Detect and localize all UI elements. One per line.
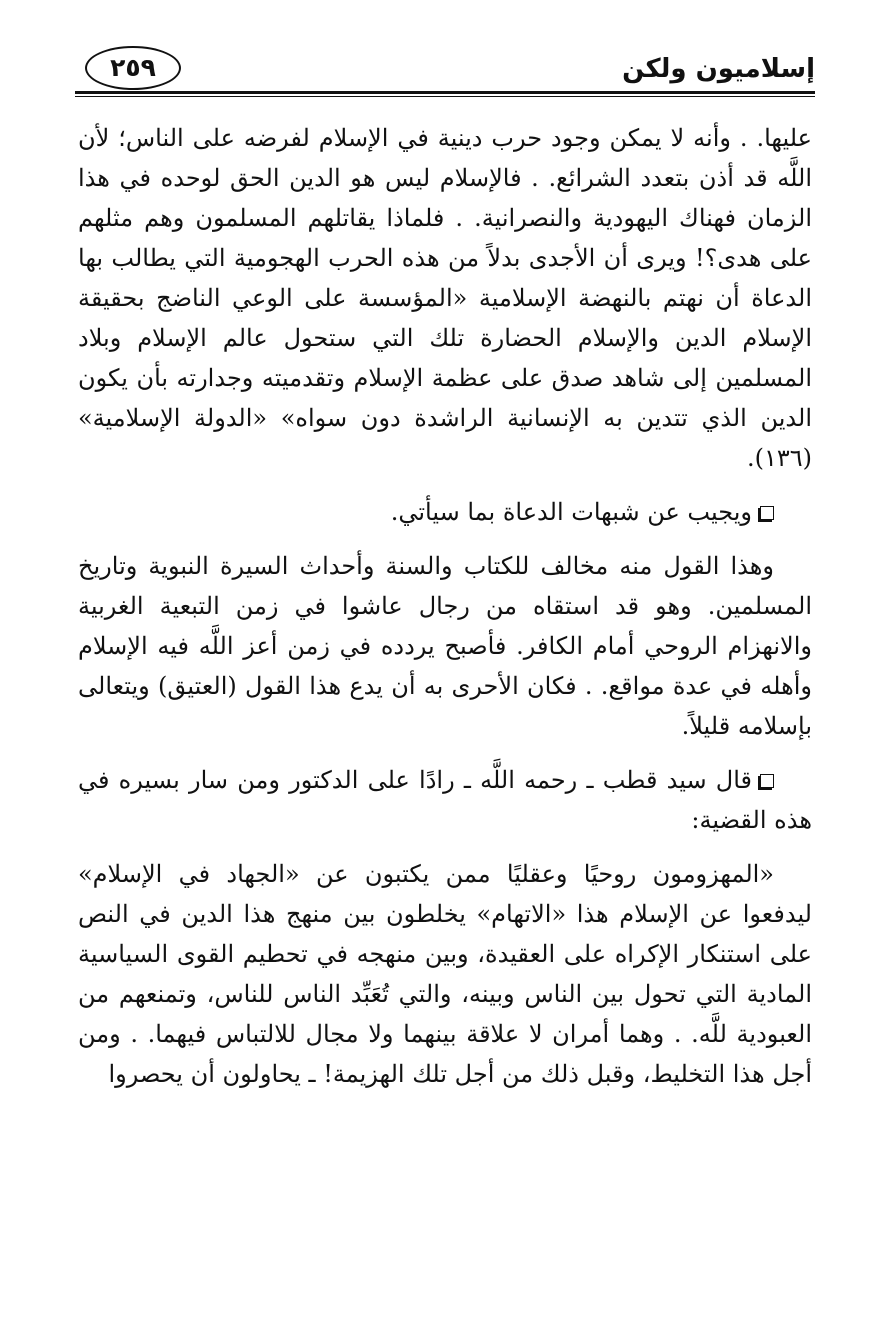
paragraph-4-text: قال سيد قطب ـ رحمه اللَّه ـ رادًا على الدكتور ومن سار بسيره في هذه القضية: (78, 766, 812, 834)
paragraph-5 (78, 854, 812, 1094)
page-header (75, 38, 815, 98)
paragraph-2-text: ويجيب عن شبهات الدعاة بما سيأتي. (390, 498, 752, 526)
header-rule (75, 91, 815, 94)
header-rule-thin (75, 96, 815, 97)
paragraph-1-text: عليها. . وأنه لا يمكن وجود حرب دينية في الإسلام لفرضه على الناس؛ لأن اللَّه قد أذن بتعدد الشرائع. . فالإسلام ليس هو الدين الحق لوحده في هذا الزمان فهناك اليهودية والنصرانية. . فلماذا يقاتلهم المسلمون وهم مثلهم على هدى؟! ويرى أن الأجدى بدلاً من هذه الحرب الهجومية التي يطالب بها الدعاة أن نهتم بالنهضة الإسلامية «المؤسسة على الوعي الناضج بحقيقة الإسلام الدين والإسلام الحضارة تلك التي ستحول عالم الإسلام وبلاد المسلمين إلى شاهد صدق على عظمة الإسلام وتقدميته وجدارته بأن يكون الدين الذي تتدين به الإنسانية الراشدة دون سواه» «الدولة الإسلامية» (١٣٦). (78, 124, 812, 472)
paragraph-3-text: وهذا القول منه مخالف للكتاب والسنة وأحداث السيرة النبوية وتاريخ المسلمين. وهو قد استقاه من رجال عاشوا في زمن التبعية الغربية والانهزام الروحي أمام الكافر. فأصبح يردده في زمن أعز اللَّه فيه الإسلام وأهله في عدة مواقع. . فكان الأحرى به أن يدع هذا القول (العتيق) ويتعالى بإسلامه قليلاً. (78, 552, 812, 740)
paragraph-3 (78, 546, 812, 746)
checkbox-bullet-icon (760, 506, 774, 520)
paragraph-5-text: «المهزومون روحيًا وعقليًا ممن يكتبون عن «الجهاد في الإسلام» ليدفعوا عن الإسلام هذا «الاتهام» يخلطون بين منهج هذا الدين في النص على استنكار الإكراه على العقيدة، وبين منهجه في تحطيم القوى السياسية المادية التي تحول بين الناس وبينه، والتي تُعَبِّد الناس للناس، وتمنعهم من العبودية للَّه. . وهما أمران لا علاقة بينهما ولا مجال للالتباس فيهما. . ومن أجل هذا التخليط، وقبل ذلك من أجل تلك الهزيمة! ـ يحاولون أن يحصروا (78, 860, 812, 1088)
page-number-oval (85, 46, 181, 90)
paragraph-1 (78, 118, 812, 478)
paragraph-4 (78, 760, 812, 840)
checkbox-bullet-icon (760, 774, 774, 788)
paragraph-2 (78, 492, 812, 532)
body-text (78, 118, 812, 1094)
page-number: ٢٥٩ (110, 53, 156, 82)
running-title: إسلاميون ولكن (622, 54, 815, 84)
